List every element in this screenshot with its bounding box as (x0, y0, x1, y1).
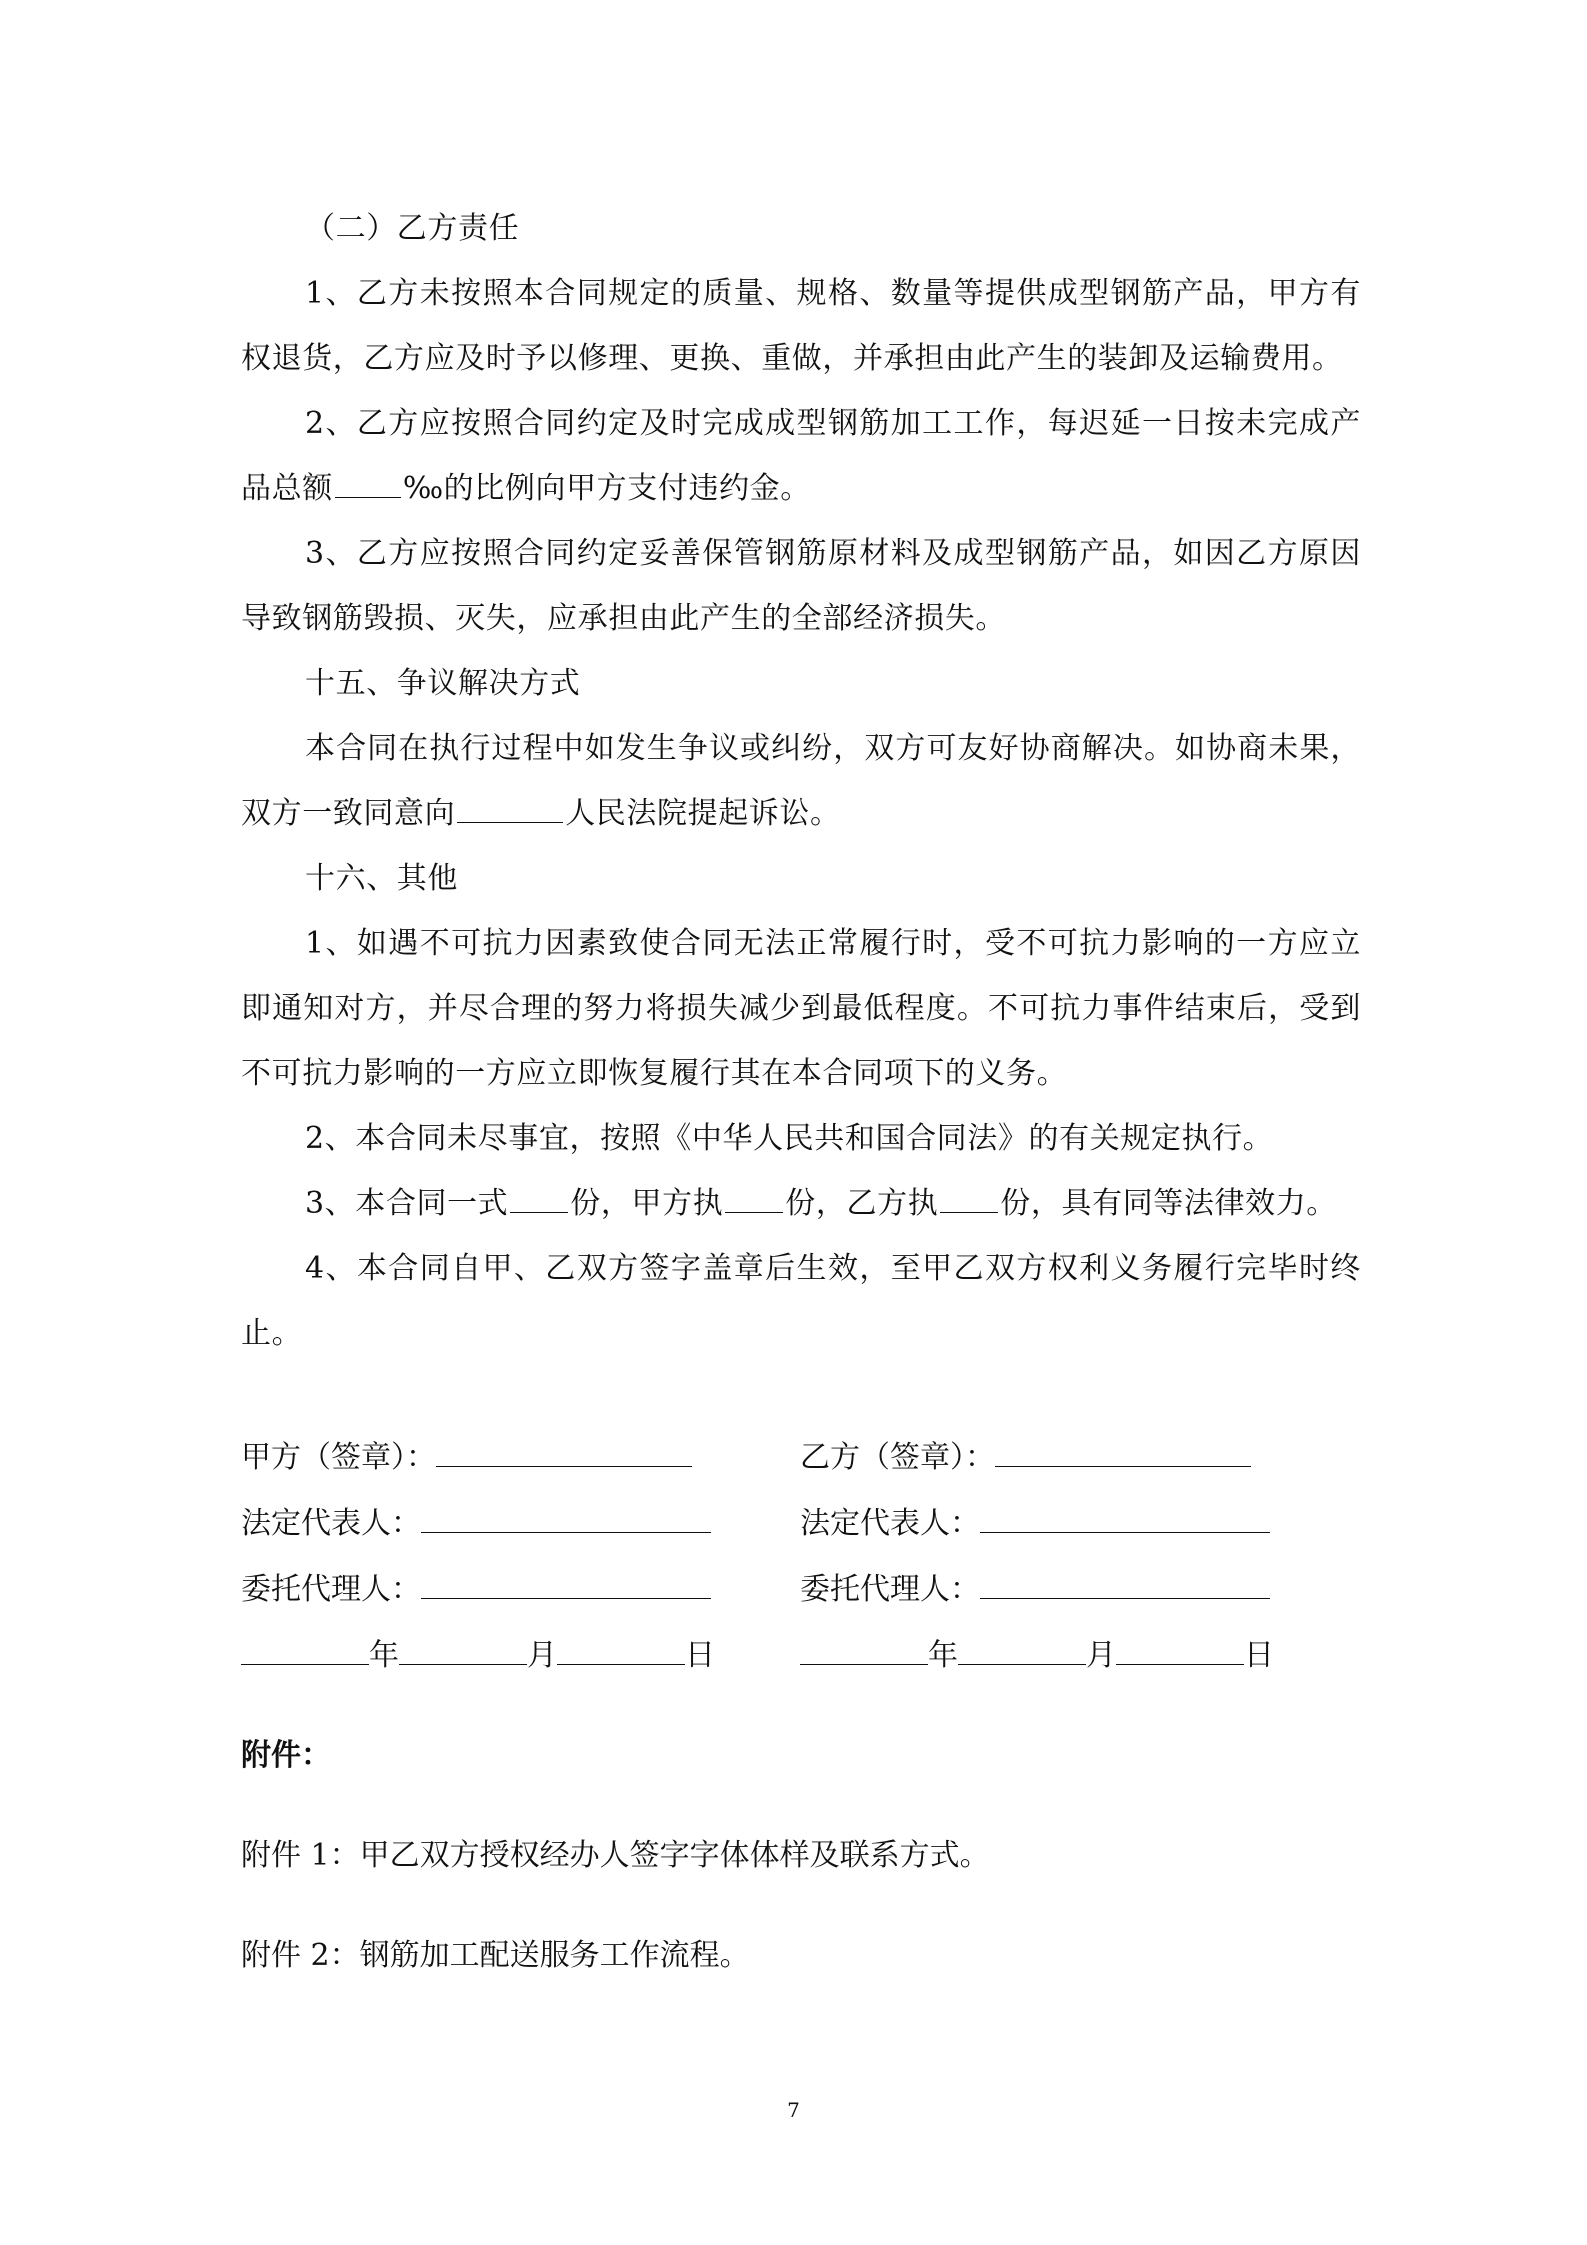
section-sixteen-title: 十六、其他 (305, 861, 458, 896)
attachments-heading: 附件： (241, 1738, 331, 1773)
party-a-legal-rep-label: 法定代表人： (241, 1506, 421, 1541)
party-b-legal-rep-row (800, 1504, 1270, 1544)
party-a-day-label: 日 (685, 1638, 715, 1673)
b-responsibility-title: （二）乙方责任 (305, 211, 520, 246)
party-a-signature-row (241, 1438, 692, 1478)
section-fifteen-title: 十五、争议解决方式 (305, 666, 581, 701)
sixteen-clause-3 (241, 1171, 1361, 1236)
party-a-legal-rep-row (241, 1504, 711, 1544)
b-clause-3: 3、乙方应按照合同约定妥善保管钢筋原材料及成型钢筋产品，如因乙方原因导致钢筋毁损、灭失，应承担由此产生的全部经济损失。 (241, 536, 1361, 636)
party-a-label: 甲方（签章）： (241, 1440, 436, 1475)
section-fifteen-text-a: 本合同在执行过程中如发生争议或纠纷，双方可友好协商解决。如协商未果，双方一致同意向 (241, 731, 1361, 831)
party-b-signature-row (800, 1438, 1251, 1478)
party-a-date-row (241, 1636, 715, 1676)
party-a-month-blank (399, 1663, 527, 1665)
party-b-agent-line (980, 1597, 1270, 1599)
party-a-legal-rep-line (421, 1531, 711, 1533)
penalty-rate-blank (335, 496, 401, 498)
section-fifteen-body (241, 716, 1361, 846)
b-clause-2 (241, 391, 1361, 521)
sixteen-clause-3-text-d: 份，具有同等法律效力。 (1000, 1186, 1337, 1221)
copies-party-b-blank (940, 1211, 998, 1213)
attachment-item-2: 附件 2：钢筋加工配送服务工作流程。 (241, 1938, 750, 1973)
party-b-legal-rep-label: 法定代表人： (800, 1506, 980, 1541)
party-b-date-row (800, 1636, 1274, 1676)
sixteen-clause-3-text-c: 份，乙方执 (785, 1186, 939, 1221)
party-b-label: 乙方（签章）： (800, 1440, 995, 1475)
party-b-agent-row (800, 1570, 1270, 1610)
sixteen-clause-3-text-b: 份，甲方执 (570, 1186, 724, 1221)
party-b-day-label: 日 (1244, 1638, 1274, 1673)
party-a-year-blank (241, 1663, 369, 1665)
party-b-month-blank (958, 1663, 1086, 1665)
b-clause-2-text-a: 2、乙方应按照合同约定及时完成成型钢筋加工工作，每迟延一日按未完成产品总额 (241, 406, 1361, 506)
party-a-month-label: 月 (527, 1638, 557, 1673)
party-a-agent-line (421, 1597, 711, 1599)
party-b-agent-label: 委托代理人： (800, 1572, 980, 1607)
section-fifteen-text-b: 人民法院提起诉讼。 (565, 796, 841, 831)
party-a-agent-row (241, 1570, 711, 1610)
sixteen-clause-1: 1、如遇不可抗力因素致使合同无法正常履行时，受不可抗力影响的一方应立即通知对方，并尽合理的努力将损失减少到最低程度。不可抗力事件结束后，受到不可抗力影响的一方应立即恢复履行其在本合同项下的义务。 (241, 926, 1361, 1091)
party-b-month-label: 月 (1086, 1638, 1116, 1673)
party-a-agent-label: 委托代理人： (241, 1572, 421, 1607)
sixteen-clause-3-text-a: 3、本合同一式 (305, 1186, 509, 1221)
party-b-signature-line (995, 1465, 1251, 1467)
b-clause-2-text-b: ‰的比例向甲方支付违约金。 (402, 471, 811, 506)
b-clause-1: 1、乙方未按照本合同规定的质量、规格、数量等提供成型钢筋产品，甲方有权退货，乙方应及时予以修理、更换、重做，并承担由此产生的装卸及运输费用。 (241, 276, 1361, 376)
sixteen-clause-4: 4、本合同自甲、乙双方签字盖章后生效，至甲乙双方权利义务履行完毕时终止。 (241, 1251, 1361, 1351)
copies-total-blank (510, 1211, 568, 1213)
copies-party-a-blank (725, 1211, 783, 1213)
party-b-year-blank (800, 1663, 928, 1665)
party-a-year-label: 年 (369, 1638, 399, 1673)
contract-body (241, 196, 1361, 1366)
party-a-day-blank (557, 1663, 685, 1665)
party-b-legal-rep-line (980, 1531, 1270, 1533)
attachment-item-1: 附件 1：甲乙双方授权经办人签字字体体样及联系方式。 (241, 1838, 990, 1873)
sixteen-clause-2: 2、本合同未尽事宜，按照《中华人民共和国合同法》的有关规定执行。 (305, 1121, 1274, 1156)
page-number: 7 (787, 2098, 800, 2122)
party-b-day-blank (1116, 1663, 1244, 1665)
court-name-blank (457, 821, 563, 823)
party-b-year-label: 年 (928, 1638, 958, 1673)
party-a-signature-line (436, 1465, 692, 1467)
